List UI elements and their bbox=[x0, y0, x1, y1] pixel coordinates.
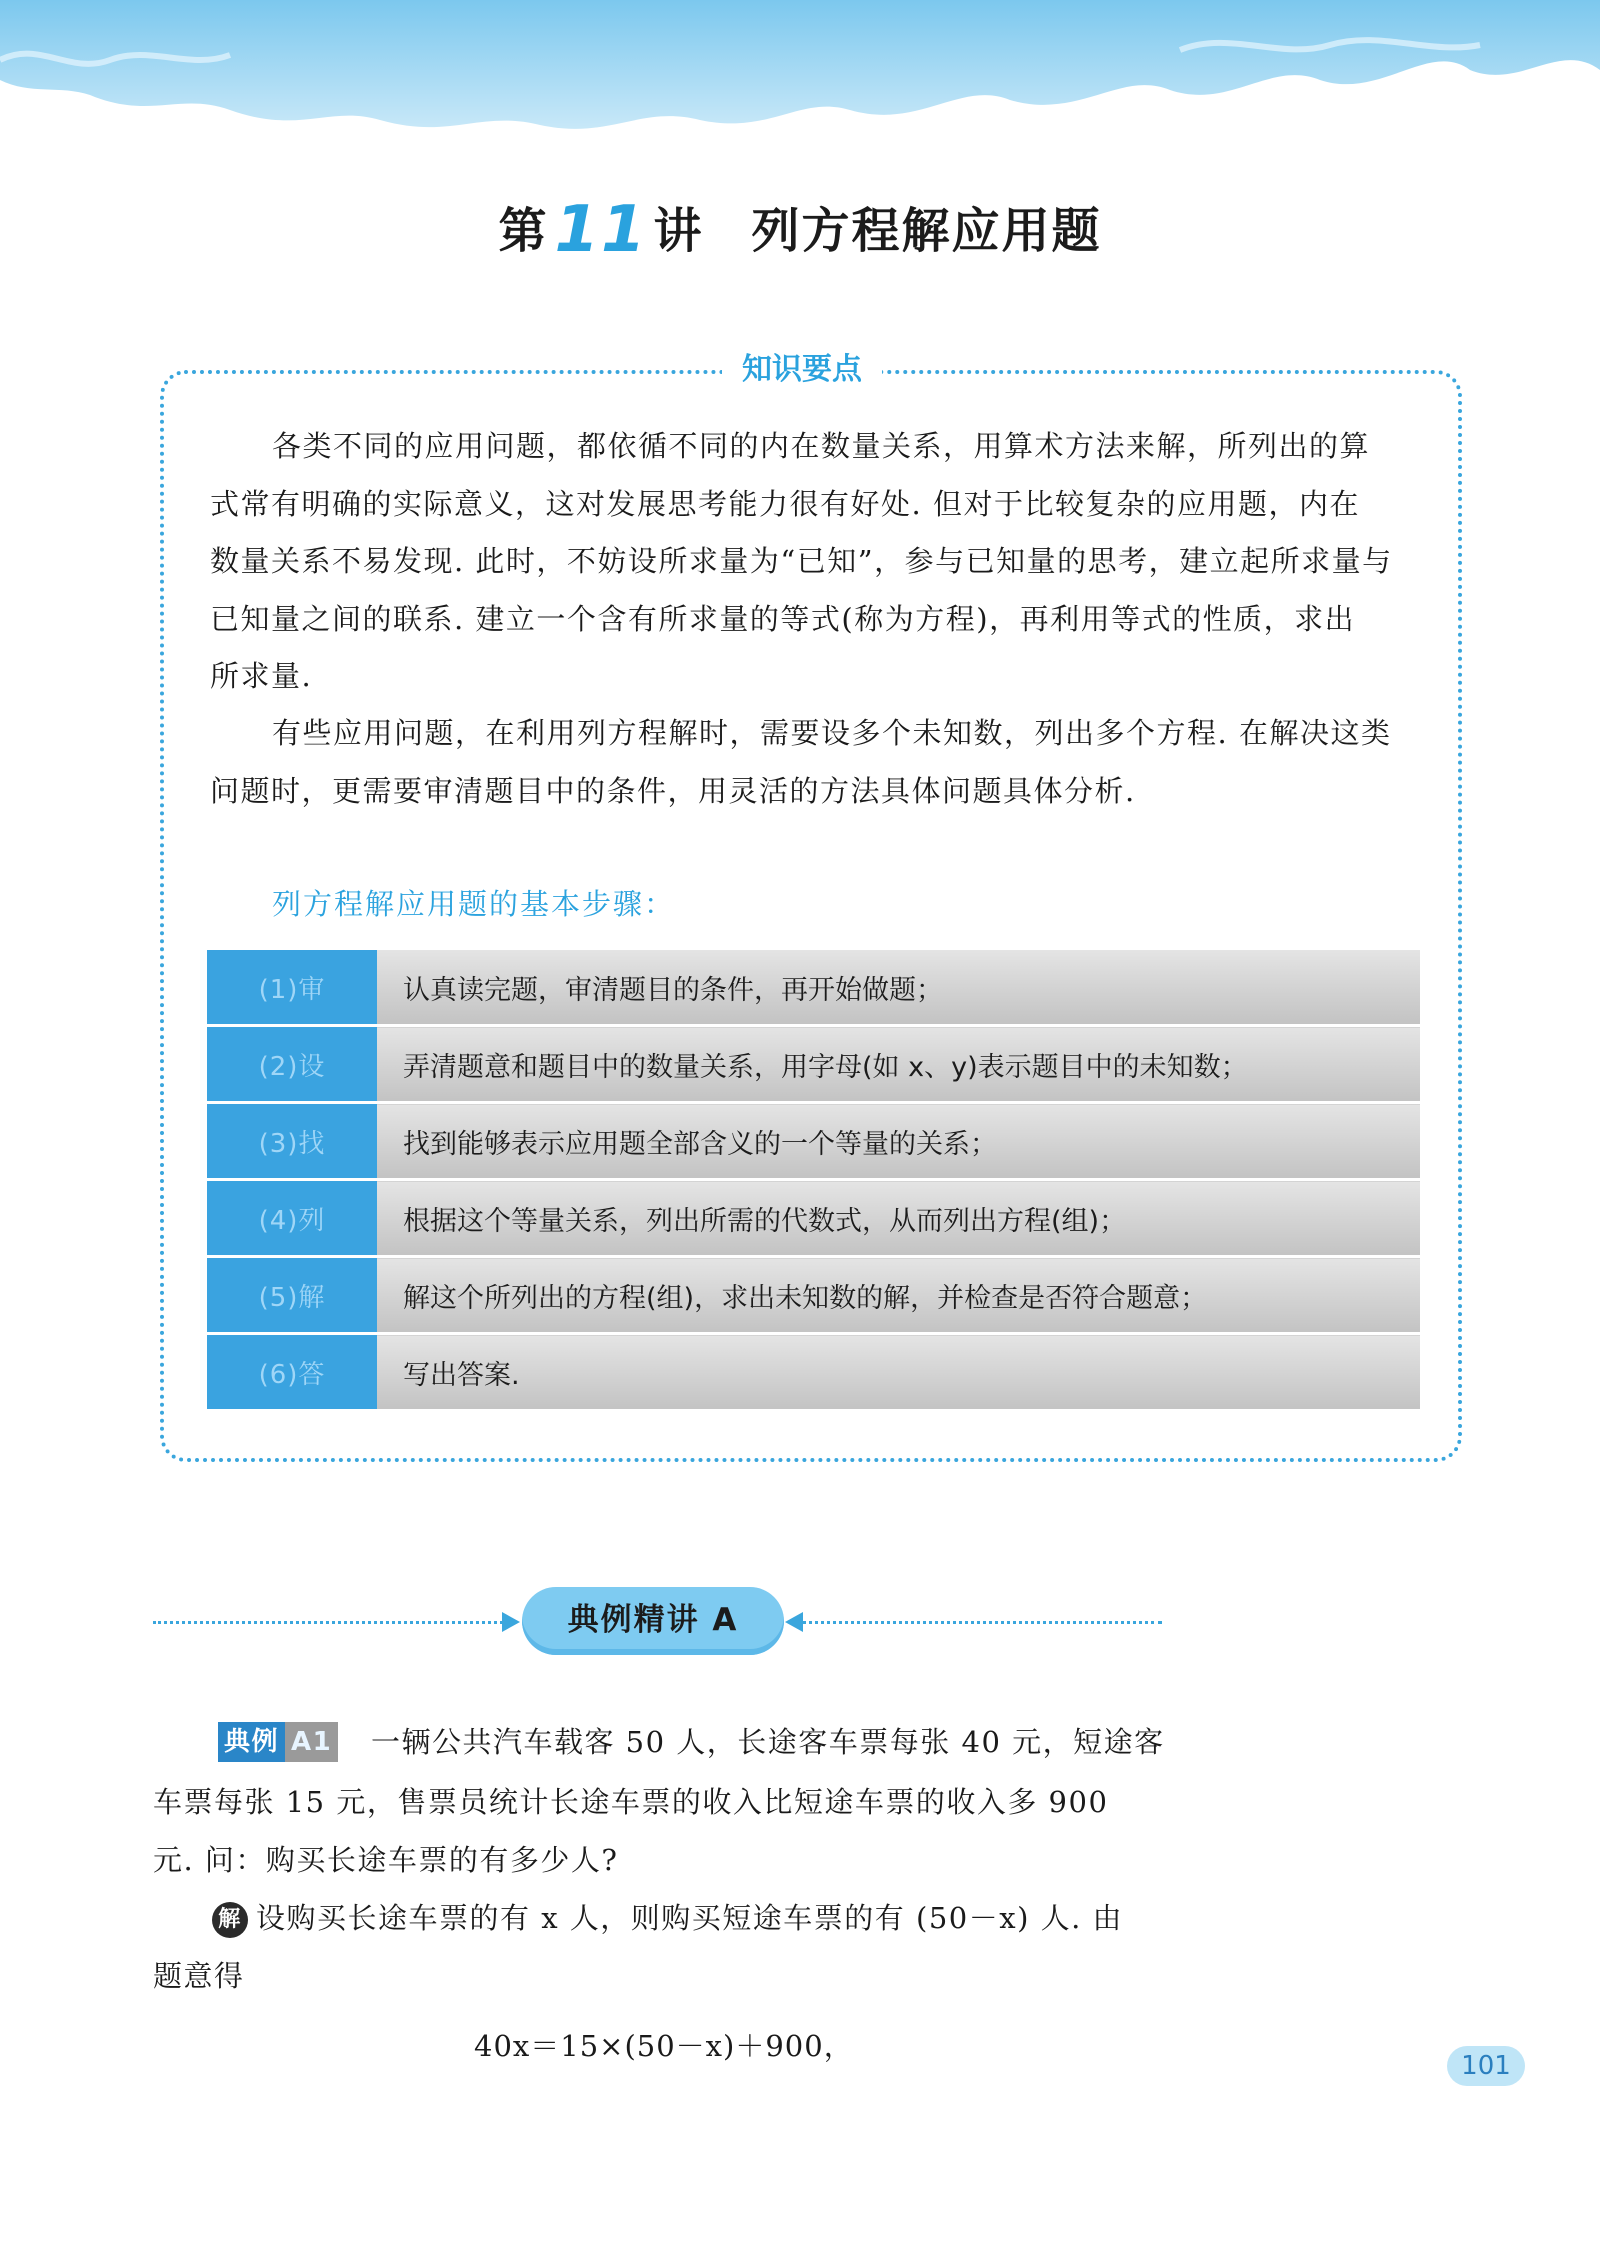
lesson-title-prefix: 第 bbox=[498, 203, 549, 259]
sky-cloud-banner bbox=[0, 0, 1600, 150]
section-divider-left bbox=[153, 1621, 503, 1624]
equation: 40x＝15×(50－x)＋900， bbox=[474, 2029, 854, 2063]
step-label: (2)设 bbox=[207, 1026, 377, 1103]
step-text: 根据这个等量关系，列出所需的代数式，从而列出方程(组)； bbox=[377, 1180, 1420, 1257]
step-text: 找到能够表示应用题全部含义的一个等量的关系； bbox=[377, 1103, 1420, 1180]
lesson-number: 11 bbox=[554, 193, 648, 267]
lesson-title bbox=[0, 192, 1600, 267]
knowledge-box-title: 知识要点 bbox=[722, 348, 882, 392]
lesson-title-text: 列方程解应用题 bbox=[751, 203, 1102, 259]
step-row bbox=[207, 1257, 1420, 1334]
step-label: (4)列 bbox=[207, 1180, 377, 1257]
step-text: 解这个所列出的方程(组)，求出未知数的解，并检查是否符合题意； bbox=[377, 1257, 1420, 1334]
section-title: 典例精讲 A bbox=[522, 1587, 784, 1655]
example-text: 一辆公共汽车载客 50 人，长途客车票每张 40 元，短途客 bbox=[370, 1725, 1165, 1759]
step-label: (3)找 bbox=[207, 1103, 377, 1180]
step-label: (1)审 bbox=[207, 950, 377, 1026]
lesson-title-suffix: 讲 bbox=[653, 203, 704, 259]
solution-mark-icon: 解 bbox=[212, 1902, 248, 1938]
step-row bbox=[207, 950, 1420, 1026]
arrow-left-icon bbox=[785, 1612, 803, 1632]
example-badge: 典例 bbox=[218, 1722, 285, 1762]
knowledge-line: 数量关系不易发现. 此时，不妨设所求量为“已知”，参与已知量的思考，建立起所求量与 bbox=[210, 544, 1393, 578]
steps-table bbox=[207, 950, 1420, 1409]
knowledge-line: 各类不同的应用问题，都依循不同的内在数量关系，用算术方法来解，所列出的算 bbox=[272, 429, 1371, 463]
knowledge-line: 所求量. bbox=[210, 659, 313, 693]
solution-line-1 bbox=[212, 1896, 1232, 1938]
step-label: (6)答 bbox=[207, 1334, 377, 1410]
step-text: 写出答案. bbox=[377, 1334, 1420, 1410]
arrow-right-icon bbox=[502, 1612, 520, 1632]
steps-title: 列方程解应用题的基本步骤： bbox=[272, 887, 676, 921]
step-text: 弄清题意和题目中的数量关系，用字母(如 x、y)表示题目中的未知数； bbox=[377, 1026, 1420, 1103]
step-row bbox=[207, 1026, 1420, 1103]
knowledge-line: 问题时，更需要审清题目中的条件，用灵活的方法具体问题具体分析. bbox=[210, 773, 1136, 808]
solution-line-2: 题意得 bbox=[153, 1959, 245, 1993]
knowledge-line: 有些应用问题，在利用列方程解时，需要设多个未知数，列出多个方程. 在解决这类 bbox=[272, 716, 1392, 750]
step-row bbox=[207, 1334, 1420, 1410]
step-label: (5)解 bbox=[207, 1257, 377, 1334]
example-line-3: 元. 问：购买长途车票的有多少人? bbox=[153, 1843, 619, 1877]
section-divider-right bbox=[802, 1621, 1162, 1624]
example-line-2: 车票每张 15 元，售票员统计长途车票的收入比短途车票的收入多 900 bbox=[153, 1785, 1109, 1819]
step-text: 认真读完题，审清题目的条件，再开始做题； bbox=[377, 950, 1420, 1026]
page-number: 101 bbox=[1447, 2046, 1525, 2086]
example-line-1 bbox=[218, 1720, 1238, 1762]
knowledge-line: 已知量之间的联系. 建立一个含有所求量的等式(称为方程)，再利用等式的性质，求出 bbox=[210, 601, 1356, 636]
example-badge-number: A1 bbox=[285, 1722, 338, 1762]
knowledge-line: 式常有明确的实际意义，这对发展思考能力很有好处. 但对于比较复杂的应用题，内在 bbox=[210, 486, 1360, 521]
step-row bbox=[207, 1103, 1420, 1180]
knowledge-paragraph-2 bbox=[210, 705, 1420, 820]
solution-text: 设购买长途车票的有 x 人，则购买短途车票的有 (50－x) 人. 由 bbox=[256, 1901, 1124, 1935]
step-row bbox=[207, 1180, 1420, 1257]
knowledge-paragraph-1 bbox=[210, 418, 1420, 706]
